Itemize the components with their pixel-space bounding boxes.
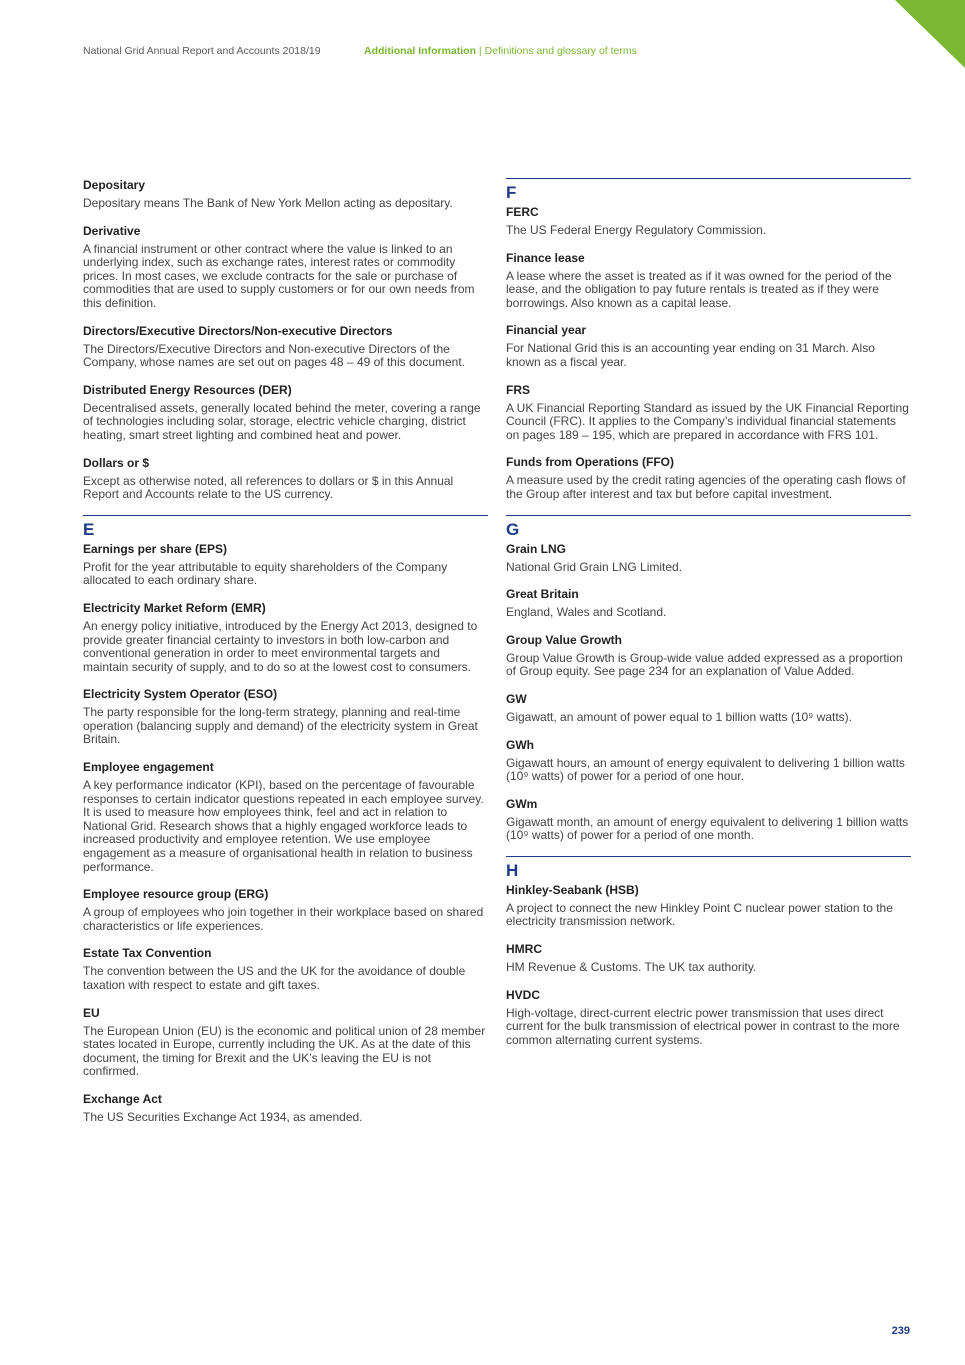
term-definition: A group of employees who join together in their workplace based on shared characteristics or life experiences. <box>83 905 484 933</box>
term-title: Finance lease <box>506 250 585 265</box>
glossary-term-financial-year <box>506 323 911 369</box>
glossary-term-gw <box>506 692 911 725</box>
term-definition: A project to connect the new Hinkley Point C nuclear power station to the electricity transmission network. <box>506 900 893 929</box>
glossary-term-der <box>83 383 488 443</box>
glossary-term-eso <box>83 687 488 747</box>
term-definition: National Grid Grain LNG Limited. <box>506 559 683 574</box>
glossary-term-emr <box>83 601 488 674</box>
glossary-term-dollars <box>83 456 488 502</box>
term-title: Dollars or $ <box>83 455 150 470</box>
section-breadcrumb <box>364 45 637 57</box>
term-definition: The party responsible for the long-term strategy, planning and real-time operation (balancing supply and demand) of the electricity system in Great Britain. <box>83 705 478 747</box>
section-h <box>506 856 911 1048</box>
term-definition: A financial instrument or other contract where the value is linked to an underlying index, such as exchange rates, interest rates or commodity prices. In most cases, we exclude contracts for the sale or purchase of commodities that are used to supply customers or for our own needs from this definition. <box>83 241 475 310</box>
term-definition: Gigawatt month, an amount of energy equivalent to delivering 1 billion watts (10⁹ watts) of power for a period of one month. <box>506 814 909 843</box>
term-definition: Decentralised assets, generally located behind the meter, covering a range of technologies including solar, storage, electric vehicle charging, district heating, smart street lighting and combined heat and power. <box>83 400 481 442</box>
term-title: Estate Tax Convention <box>83 946 212 961</box>
term-title: Funds from Operations (FFO) <box>506 455 674 470</box>
section-e <box>83 515 488 1125</box>
term-title: Electricity Market Reform (EMR) <box>83 600 266 615</box>
term-definition: Profit for the year attributable to equity shareholders of the Company allocated to each ordinary share. <box>83 559 448 588</box>
glossary-term-eps <box>83 542 488 588</box>
term-definition: A lease where the asset is treated as if it was owned for the period of the lease, and the obligation to pay future rentals is treated as if they were borrowings. Also known as a capital lease. <box>506 268 892 310</box>
section-letter-h: H <box>506 860 519 880</box>
term-title: Earnings per share (EPS) <box>83 541 228 556</box>
corner-triangle <box>895 0 965 68</box>
term-title: Exchange Act <box>83 1091 162 1106</box>
term-definition: HM Revenue & Customs. The UK tax authority. <box>506 960 757 975</box>
term-definition: A key performance indicator (KPI), based on the percentage of favourable responses to certain indicator questions repeated in each employee survey. It is used to measure how employees think, feel and act in relation to National Grid. Research shows that a highly engaged workforce leads to increased productivity and employee retention. We use employee engagement as a measure of organisational health in relation to business performance. <box>83 778 484 874</box>
term-title: GWh <box>506 737 534 752</box>
term-title: Derivative <box>83 223 141 238</box>
term-title: Grain LNG <box>506 541 567 556</box>
page-number: 239 <box>891 1325 910 1337</box>
glossary-term-hsb <box>506 883 911 929</box>
term-definition: Gigawatt, an amount of power equal to 1 billion watts (10⁹ watts). <box>506 709 852 724</box>
glossary-term-erg <box>83 887 488 933</box>
glossary-term-ferc <box>506 205 911 238</box>
section-g <box>506 515 911 843</box>
term-definition: Depositary means The Bank of New York Mellon acting as depositary. <box>83 196 453 210</box>
term-definition: A measure used by the credit rating agencies of the operating cash flows of the Group after interest and tax but before capital investment. <box>506 473 906 501</box>
glossary-term-derivative <box>83 224 488 311</box>
term-definition: The Directors/Executive Directors and Non-executive Directors of the Company, whose names are set out on pages 48 – 49 of this document. <box>83 341 466 370</box>
glossary-term-hvdc <box>506 988 911 1048</box>
term-title: Financial year <box>506 323 587 338</box>
glossary-term-estate-tax <box>83 946 488 992</box>
term-title: GWm <box>506 796 538 811</box>
term-definition: Except as otherwise noted, all references to dollars or $ in this Annual Report and Accounts relate to the US currency. <box>83 473 454 502</box>
page-header <box>83 45 637 57</box>
glossary-term-ffo <box>506 455 911 501</box>
term-title: Directors/Executive Directors/Non-executive Directors <box>83 323 393 338</box>
report-title: National Grid Annual Report and Accounts 2018/19 <box>83 45 321 57</box>
term-definition: Group Value Growth is Group-wide value added expressed as a proportion of Group equity. See page 234 for an explanation of Value Added. <box>506 650 903 679</box>
term-title: FRS <box>506 382 530 397</box>
term-title: GW <box>506 691 527 706</box>
term-title: Distributed Energy Resources (DER) <box>83 382 292 397</box>
right-column <box>506 178 911 1060</box>
term-title: FERC <box>506 205 539 219</box>
term-title: EU <box>83 1005 100 1020</box>
term-definition: An energy policy initiative, introduced by the Energy Act 2013, designed to provide greater financial certainty to investors in both low-carbon and conventional generation in order to meet environmental targets and maintain security of supply, and to do so at the lowest cost to consumers. <box>83 618 478 674</box>
glossary-term-frs <box>506 383 911 443</box>
term-title: Hinkley-Seabank (HSB) <box>506 882 639 897</box>
section-letter-e: E <box>83 519 95 539</box>
subsection-title: Definitions and glossary of terms <box>484 45 637 57</box>
glossary-term-hmrc <box>506 942 911 975</box>
glossary-term-depositary <box>83 178 488 211</box>
term-title: HVDC <box>506 987 541 1002</box>
term-title: Employee resource group (ERG) <box>83 887 269 902</box>
glossary-term-exchange-act <box>83 1092 488 1125</box>
section-f <box>506 178 911 502</box>
term-title: Great Britain <box>506 587 579 602</box>
term-title: Group Value Growth <box>506 632 623 647</box>
term-definition: A UK Financial Reporting Standard as issued by the UK Financial Reporting Council (FRC). It applies to the Company’s individual financial statements on pages 189 – 195, which are prepared in accordance with FRS 101. <box>506 400 909 442</box>
term-title: Electricity System Operator (ESO) <box>83 687 278 702</box>
glossary-term-grain-lng <box>506 542 911 575</box>
term-title: HMRC <box>506 942 542 957</box>
glossary-term-great-britain <box>506 587 911 620</box>
glossary-term-directors <box>83 324 488 370</box>
term-definition: Gigawatt hours, an amount of energy equivalent to delivering 1 billion watts (10⁹ watts) of power for a period of one hour. <box>506 755 905 784</box>
term-definition: The convention between the US and the UK for the avoidance of double taxation with respect to estate and gift taxes. <box>83 964 466 992</box>
glossary-term-finance-lease <box>506 251 911 311</box>
glossary-term-employee-engagement <box>83 760 488 874</box>
term-title: Depositary <box>83 178 146 192</box>
glossary-term-eu <box>83 1006 488 1079</box>
section-letter-f: F <box>506 183 517 202</box>
term-title: Employee engagement <box>83 760 214 775</box>
section-title: Additional Information <box>364 45 476 57</box>
term-definition: The US Securities Exchange Act 1934, as amended. <box>83 1109 363 1124</box>
term-definition: For National Grid this is an accounting year ending on 31 March. Also known as a fiscal year. <box>506 341 875 369</box>
term-definition: The European Union (EU) is the economic and political union of 28 member states located in Europe, currently including the UK. As at the date of this document, the timing for Brexit and the UK’s leaving the EU is not confirmed. <box>83 1023 486 1079</box>
term-definition: The US Federal Energy Regulatory Commission. <box>506 223 767 237</box>
breadcrumb-separator: | <box>478 45 482 57</box>
term-definition: England, Wales and Scotland. <box>506 605 667 620</box>
glossary-term-gwm <box>506 797 911 843</box>
left-column <box>83 178 488 1138</box>
glossary-term-gwh <box>506 738 911 784</box>
term-definition: High-voltage, direct-current electric power transmission that uses direct current for the bulk transmission of electrical power in contrast to the more common alternating current systems. <box>506 1005 900 1047</box>
glossary-term-group-value-growth <box>506 633 911 679</box>
section-letter-g: G <box>506 519 520 539</box>
